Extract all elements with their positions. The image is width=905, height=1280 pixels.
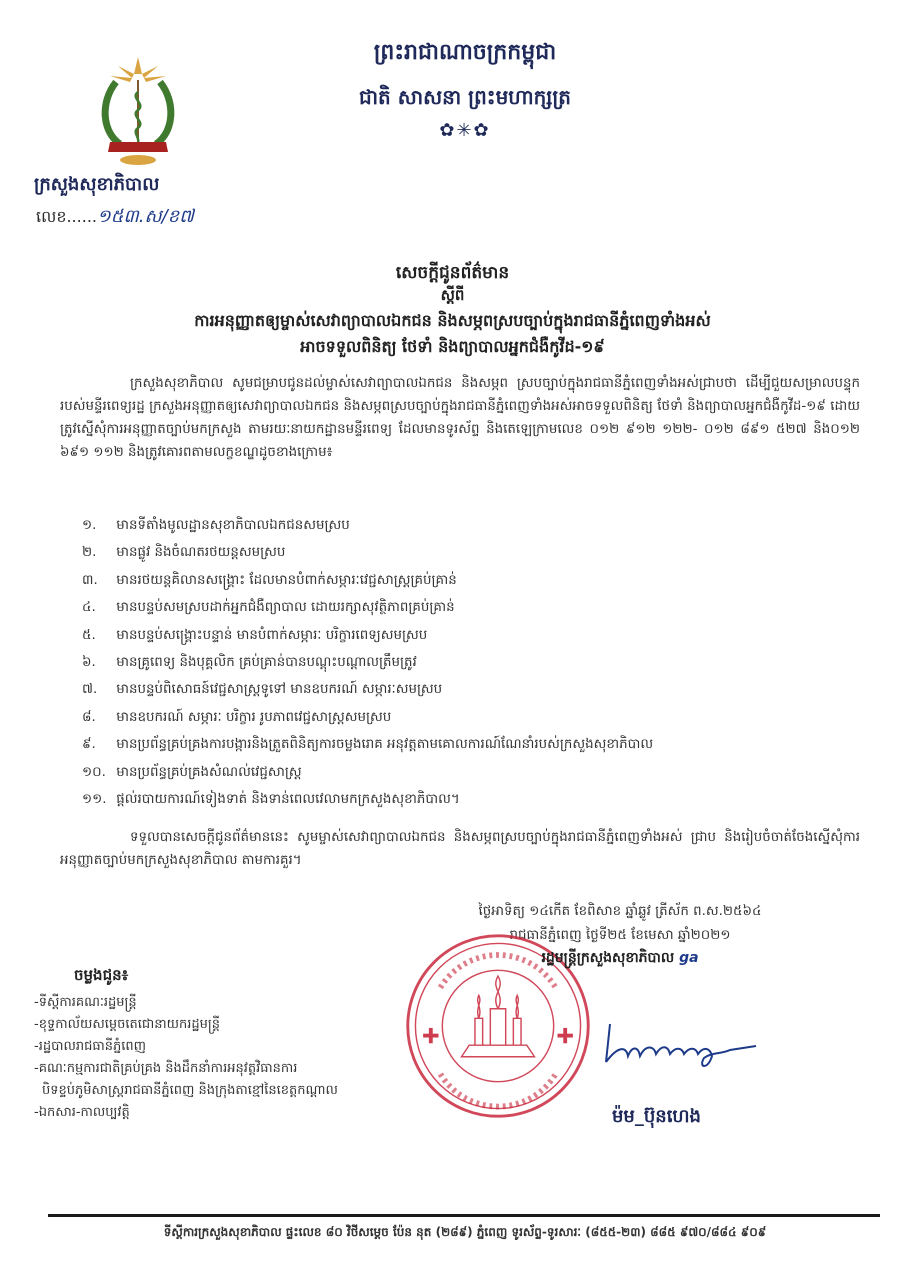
condition-item: ៨. មានឧបករណ៍ សម្ភារៈ បរិក្ខារ រូបភាពវេជ្ជសាស្ត្រសមស្រប — [82, 709, 392, 725]
condition-item: ២. មានផ្លូវ និងចំណតរថយន្តសមស្រប — [82, 545, 286, 561]
ornament-divider: ✿✳✿ — [439, 120, 491, 141]
condition-item: ៥. មានបន្ទប់សង្គ្រោះបន្ទាន់ មានបំពាក់សម្ភារៈ បរិក្ខារពេទ្យសមស្រប — [82, 627, 428, 643]
solar-date: រាជធានីភ្នំពេញ ថ្ងៃទី២៥ ខែមេសា ឆ្នាំ២០២១ — [509, 928, 731, 943]
condition-item: ៣. មានរថយន្តគិលានសង្គ្រោះ ដែលមានបំពាក់សម្ភារៈវេជ្ជសាស្ត្រគ្រប់គ្រាន់ — [82, 572, 457, 588]
reference-number — [36, 204, 194, 231]
ministry-emblem-icon — [88, 52, 188, 172]
condition-item: ១. មានទីតាំងមូលដ្ឋានសុខាភិបាលឯកជនសមស្រប — [82, 518, 350, 533]
cc-list — [34, 966, 454, 1124]
cc-item: -ខុទ្ទកាល័យសម្តេចតេជោនាយករដ្ឋមន្ត្រី — [34, 1017, 220, 1032]
footer-address: ទីស្តីការក្រសួងសុខាភិបាល ផ្ទះលេខ ៨០ វិថីសម្តេច ប៉ែន នុត (២៨៩) ភ្នំពេញ ទូរស័ព្ទ-ទូរសារៈ (៨៥៥-២៣) ៨៨៥ ៩៧០/៨៨៤ ៩០៩ — [163, 1225, 767, 1239]
document-title: សេចក្តីជូនព័ត៌មាន — [395, 263, 510, 283]
condition-item: ៤. មានបន្ទប់សមស្របដាក់អ្នកជំងឺព្យាបាល ដោយរក្សាសុវត្ថិភាពគ្រប់គ្រាន់ — [82, 600, 455, 616]
closing-paragraph: ទទួលបានសេចក្តីជូនព័ត៌មាននេះ សូមម្ចាស់សេវាព្យាបាលឯកជន និងសម្ភពស្របច្បាប់ក្នុងរាជធានីភ្នំពេញទាំងអស់ ជ្រាប និងរៀបចំចាត់ចែងស្នើសុំការអនុញ្ញាតច្បាប់មកក្រសួងសុខាភិបាល តាមការគួរ។ — [60, 830, 860, 868]
national-motto: ជាតិ សាសនា ព្រះមហាក្សត្រ — [359, 85, 571, 109]
condition-item: ៩. មានប្រព័ន្ធគ្រប់គ្រងការបង្ការនិងត្រួតពិនិត្យការចម្លងរោគ អនុវត្តតាមគោលការណ៍ណែនាំរបស់ក្រសួងសុខាភិបាល — [82, 737, 654, 753]
cc-item-continuation: បិទខ្ទប់ភូមិសាស្ត្ររាជធានីភ្នំពេញ និងក្រុងតាខ្មៅនៃខេត្តកណ្តាល — [42, 1083, 338, 1098]
condition-item: ៧. មានបន្ទប់ពិសោធន៍វេជ្ជសាស្ត្រទូទៅ មានឧបករណ៍ សម្ភារៈសមស្រប — [82, 682, 443, 698]
ministry-name: ក្រសួងសុខាភិបាល — [34, 174, 160, 195]
footer-divider — [48, 1214, 880, 1217]
document-subtitle-label: ស្តីពី — [440, 286, 465, 304]
handwritten-signature-icon — [598, 1016, 758, 1076]
intro-paragraph: ក្រសួងសុខាភិបាល សូមជម្រាបជូនដល់ម្ចាស់សេវាព្យាបាលឯកជន និងសម្ភព ស្របច្បាប់ក្នុងរាជធានីភ្នំពេញទាំងអស់ជ្រាបថា ដើម្បីជួយសម្រាលបន្ទុករបស់មន្ទីរពេទ្យរដ្ឋ ក្រសួងអនុញ្ញាតឲ្យសេវាព្យាបាលឯកជន និងសម្ភពស្របច្បាប់ក្នុងរាជធានីភ្នំពេញទាំងអស់អាចទទួលពិនិត្យ ថែទាំ និងព្យាបាលអ្នកជំងឺកូវីដ-១៩ ដោយត្រូវស្នើសុំការអនុញ្ញាតច្បាប់មកក្រសួង តាមរយៈនាយកដ្ឋានមន្ទីរពេទ្យ ដែលមានទូរស័ព្ទ និងតេឡេក្រាមលេខ ០១២ ៩១២ ១២២- ០១២ ៨៩១ ៥២៧ និង០១២ ៦៩១ ១១២ និងត្រូវគោរពតាមលក្ខខណ្ឌដូចខាងក្រោម៖ — [60, 376, 860, 460]
cc-item: -ឯកសារ-កាលប្បវត្តិ — [34, 1105, 130, 1120]
condition-item: ១០. មានប្រព័ន្ធគ្រប់គ្រងសំណល់វេជ្ជសាស្ត្រ — [82, 764, 302, 780]
reference-label: លេខ...... — [36, 207, 97, 226]
reference-value: ១៥៣.ស/ខ៧ — [96, 206, 194, 227]
conditions-list — [82, 512, 862, 813]
condition-item: ១១. ផ្តល់របាយការណ៍ទៀងទាត់ និងទាន់ពេលវេលាមកក្រសួងសុខាភិបាល។ — [82, 791, 460, 807]
initial-mark: ga — [679, 950, 699, 966]
document-subject-line2: អាចទទួលពិនិត្យ ថែទាំ និងព្យាបាលអ្នកជំងឺកូវីដ-១៩ — [300, 337, 605, 356]
cc-title: ចម្លងជូន៖ — [74, 966, 129, 984]
signer-title: រដ្ឋមន្ត្រីក្រសួងសុខាភិបាល ga — [541, 950, 699, 966]
cc-item: -គណៈកម្មការជាតិគ្រប់គ្រង និងដឹកនាំការអនុវត្តវិធានការ — [34, 1061, 298, 1076]
cc-item: -រដ្ឋបាលរាជធានីភ្នំពេញ — [34, 1039, 146, 1054]
cc-item: -ទីស្តីការគណៈរដ្ឋមន្ត្រី — [34, 995, 137, 1010]
document-subject-line1: ការអនុញ្ញាតឲ្យម្ចាស់សេវាព្យាបាលឯកជន និងសម្ភពស្របច្បាប់ក្នុងរាជធានីភ្នំពេញទាំងអស់ — [194, 311, 711, 330]
kingdom-heading: ព្រះរាជាណាចក្រកម្ពុជា — [373, 40, 557, 65]
condition-item: ៦. មានគ្រូពេទ្យ និងបុគ្គលិក គ្រប់គ្រាន់បានបណ្តុះបណ្តាលត្រឹមត្រូវ — [82, 654, 417, 670]
signer-name: ម៉ម_ប៊ុនហេង — [612, 1106, 701, 1127]
lunar-date: ថ្ងៃអាទិត្យ ១៤កើត ខែពិសាខ ឆ្នាំឆ្លូវ ត្រីស័ក ព.ស.២៥៦៤ — [478, 904, 762, 919]
